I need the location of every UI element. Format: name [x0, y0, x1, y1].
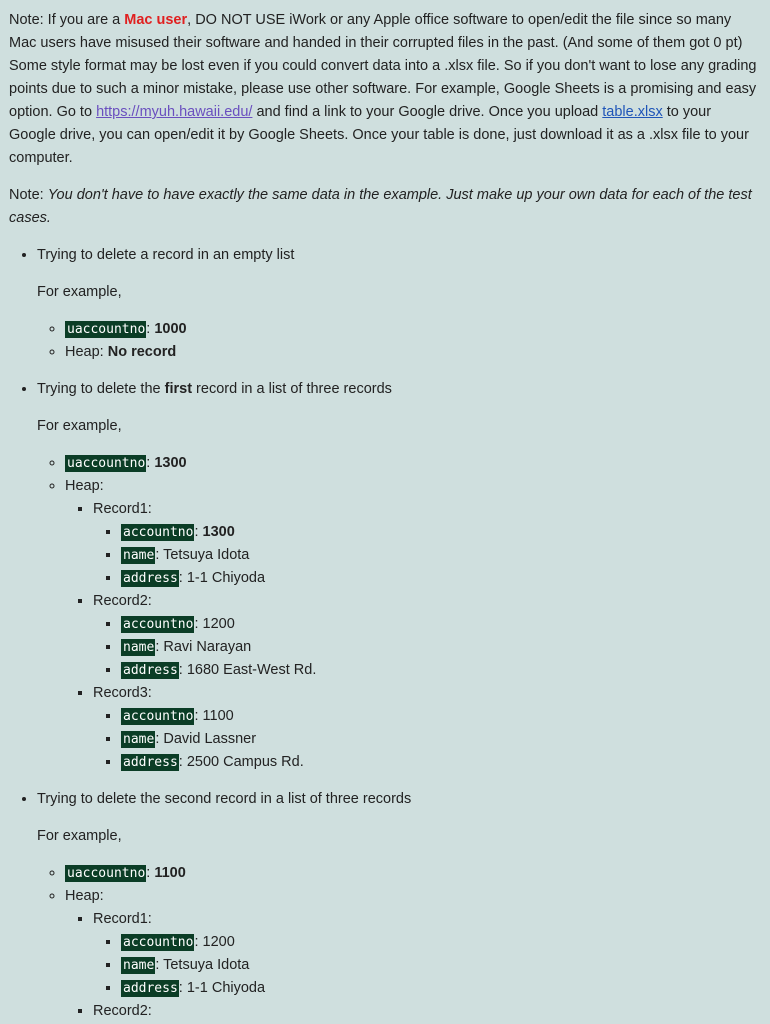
heap-label: Heap: — [65, 478, 104, 494]
accountno-key: accountno — [123, 525, 194, 540]
name-key: name — [123, 640, 155, 655]
note-italic-text: You don't have to have exactly the same data in the example. Just make up your own data for each of the test cases. — [9, 187, 752, 226]
name-value: David Lassner — [163, 731, 257, 747]
address-value: 1-1 Chiyoda — [186, 570, 266, 586]
note-text: Note: If you are a — [9, 12, 125, 28]
table-xlsx-link[interactable]: table.xlsx — [602, 104, 663, 120]
record — [93, 908, 760, 1000]
address-field: ▪ address: 1-1 Chiyoda — [121, 567, 760, 590]
heap-label: Heap: — [65, 888, 104, 904]
record-label: Record2: — [93, 1003, 152, 1019]
records-list — [65, 908, 760, 1023]
record-label: Record1: — [93, 911, 152, 927]
note-text: , DO NOT USE iWork or any Apple office software to open/edit the file since so many Mac users have misused their software and handed in their corrupted files in the past. (And some of them got 0 pt) Some style format may be lost even if you could convert data into a .xlsx file. So if you don't want to lose any grading points due to such a minor mistake, please use other software. For example, Google Sheets is a promising and easy option. Go to — [9, 12, 757, 120]
note-label: Note: — [9, 187, 48, 203]
for-example-label: For example, — [37, 418, 122, 434]
address-value: 1-1 Chiyoda — [186, 980, 266, 996]
note-text: and find a link to your Google drive. Once you upload — [252, 104, 603, 120]
record — [93, 1000, 760, 1023]
name-field: ▪ name: Tetsuya Idota — [121, 954, 760, 977]
title-emphasis: first — [164, 381, 193, 397]
accountno-value: 1300 — [202, 524, 235, 540]
uaccountno-item: ◦ uaccountno: 1000 — [65, 318, 760, 341]
case-details — [37, 318, 760, 364]
address-key: address — [123, 571, 178, 586]
heap-item — [65, 475, 760, 774]
uaccountno-item: ◦ uaccountno: 1300 — [65, 452, 760, 475]
test-case — [37, 378, 760, 774]
mac-user-note — [9, 9, 760, 170]
name-value: Tetsuya Idota — [163, 957, 250, 973]
case-details — [37, 862, 760, 1023]
record — [93, 590, 760, 682]
record — [93, 682, 760, 774]
accountno-field: ▪ accountno: 1200 — [121, 613, 760, 636]
uaccountno-value: 1300 — [154, 455, 187, 471]
accountno-key: accountno — [123, 617, 194, 632]
accountno-field: ▪ accountno: 1100 — [121, 705, 760, 728]
uaccountno-value: 1000 — [154, 321, 187, 337]
for-example-label: For example, — [37, 828, 122, 844]
address-value: 2500 Campus Rd. — [186, 754, 304, 770]
address-key: address — [123, 663, 178, 678]
heap-value: No record — [107, 344, 177, 360]
mac-user-highlight: Mac user — [124, 12, 188, 28]
address-field: ▪ address: 1680 East-West Rd. — [121, 659, 760, 682]
test-case-title: record in a list of three records — [192, 381, 392, 397]
case-details — [37, 452, 760, 774]
uaccountno-item: ◦ uaccountno: 1100 — [65, 862, 760, 885]
record-fields — [93, 705, 760, 774]
heap-item — [65, 341, 760, 364]
test-case-title: Trying to delete the second record in a list of three records — [37, 791, 412, 807]
uaccountno-value: 1100 — [154, 865, 186, 881]
address-key: address — [123, 755, 178, 770]
records-list — [65, 498, 760, 774]
accountno-key: accountno — [123, 709, 194, 724]
name-field: ▪ name: Tetsuya Idota — [121, 544, 760, 567]
accountno-field: ▪ accountno: 1300 — [121, 521, 760, 544]
record-fields — [93, 521, 760, 590]
uaccountno-key: uaccountno — [67, 322, 146, 337]
address-key: address — [123, 981, 178, 996]
myuh-link[interactable]: https://myuh.hawaii.edu/ — [96, 104, 253, 120]
heap-label: Heap: — [65, 344, 108, 360]
name-key: name — [123, 732, 155, 747]
record-label: Record2: — [93, 593, 152, 609]
name-value: Ravi Narayan — [163, 639, 252, 655]
accountno-value: 1200 — [202, 934, 235, 950]
accountno-key: accountno — [123, 935, 194, 950]
record-label: Record1: — [93, 501, 152, 517]
record-fields — [93, 931, 760, 1000]
name-field: ▪ name: Ravi Narayan — [121, 636, 760, 659]
test-cases-list — [9, 244, 760, 1023]
accountno-field: ▪ accountno: 1200 — [121, 931, 760, 954]
address-value: 1680 East-West Rd. — [186, 662, 317, 678]
name-field: ▪ name: David Lassner — [121, 728, 760, 751]
name-value: Tetsuya Idota — [163, 547, 250, 563]
uaccountno-key: uaccountno — [67, 456, 146, 471]
name-key: name — [123, 548, 155, 563]
record-fields — [93, 613, 760, 682]
address-field: ▪ address: 2500 Campus Rd. — [121, 751, 760, 774]
test-case — [37, 788, 760, 1023]
record — [93, 498, 760, 590]
address-field: ▪ address: 1-1 Chiyoda — [121, 977, 760, 1000]
name-key: name — [123, 958, 155, 973]
accountno-value: 1200 — [202, 616, 235, 632]
record-label: Record3: — [93, 685, 152, 701]
test-case — [37, 244, 760, 364]
heap-item — [65, 885, 760, 1023]
accountno-value: 1100 — [202, 708, 234, 724]
uaccountno-key: uaccountno — [67, 866, 146, 881]
test-case-title: Trying to delete the — [37, 381, 165, 397]
for-example-label: For example, — [37, 284, 122, 300]
test-case-title: Trying to delete a record in an empty list — [37, 247, 295, 263]
note-text: to your Google drive, you can open/edit it by Google Sheets. Once your table is done, just download it as a .xlsx file to your computer. — [9, 104, 749, 166]
data-note — [9, 184, 760, 230]
